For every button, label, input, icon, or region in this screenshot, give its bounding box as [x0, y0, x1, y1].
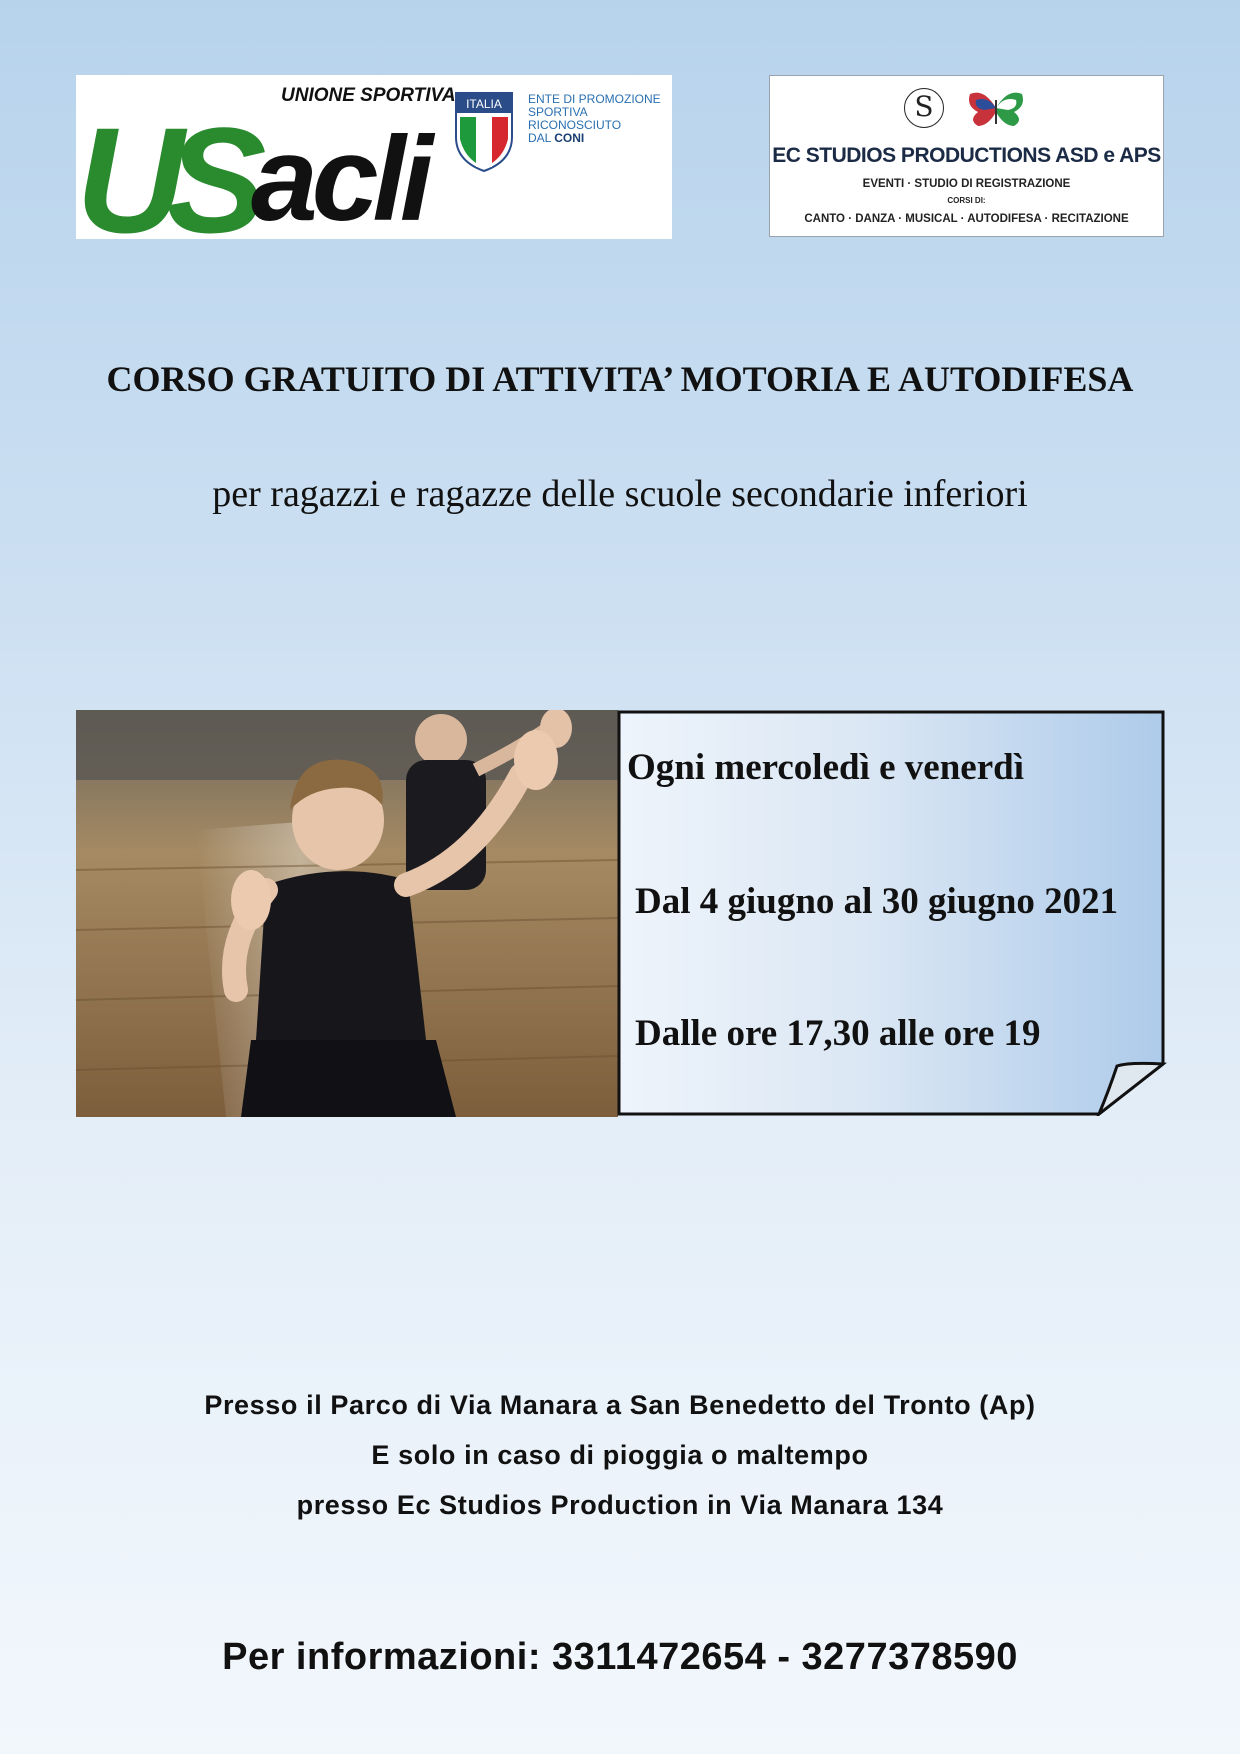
usacli-logo [76, 75, 672, 239]
schedule-note [617, 710, 1167, 1116]
usacli-logo-us: US [76, 96, 249, 239]
italia-shield-icon [454, 91, 514, 173]
ec-title: EC STUDIOS PRODUCTIONS ASD e APS [772, 144, 1161, 167]
treble-s-icon: S [904, 88, 944, 128]
location-line-3: presso Ec Studios Production in Via Manara 134 [296, 1490, 944, 1520]
subtitle: per ragazzi e ragazze delle scuole secondarie inferiori [212, 473, 1028, 515]
ente-promozione-text: ENTE DI PROMOZIONE SPORTIVA RICONOSCIUTO DAL CONI [528, 92, 661, 145]
schedule-hours: Dalle ore 17,30 alle ore 19 [635, 1013, 1041, 1054]
photo-illustration [76, 710, 618, 1117]
schedule-dates: Dal 4 giugno al 30 giugno 2021 [635, 881, 1119, 922]
ec-courses-list: CANTO · DANZA · MUSICAL · AUTODIFESA · RECITAZIONE [804, 213, 1129, 225]
italia-label: ITALIA [466, 97, 502, 111]
usacli-logo-unione: UNIONE SPORTIVA [281, 85, 456, 106]
butterfly-icon [966, 86, 1026, 130]
schedule-days: Ogni mercoledì e venerdì [627, 747, 1024, 788]
contact-info: Per informazioni: 3311472654 - 3277378590 [222, 1636, 1018, 1678]
location-line-1: Presso il Parco di Via Manara a San Benedetto del Tronto (Ap) [204, 1390, 1036, 1420]
usacli-logo-acli: acli [251, 112, 428, 239]
kids-martial-arts-photo [76, 710, 618, 1117]
ec-courses-label: CORSI DI: [947, 196, 986, 205]
main-title: CORSO GRATUITO DI ATTIVITA’ MOTORIA E AUTODIFESA [106, 359, 1134, 399]
location-line-2: E solo in caso di pioggia o maltempo [371, 1440, 869, 1470]
ec-studios-logo [769, 75, 1164, 237]
ec-subtitle: EVENTI · STUDIO DI REGISTRAZIONE [862, 178, 1071, 190]
